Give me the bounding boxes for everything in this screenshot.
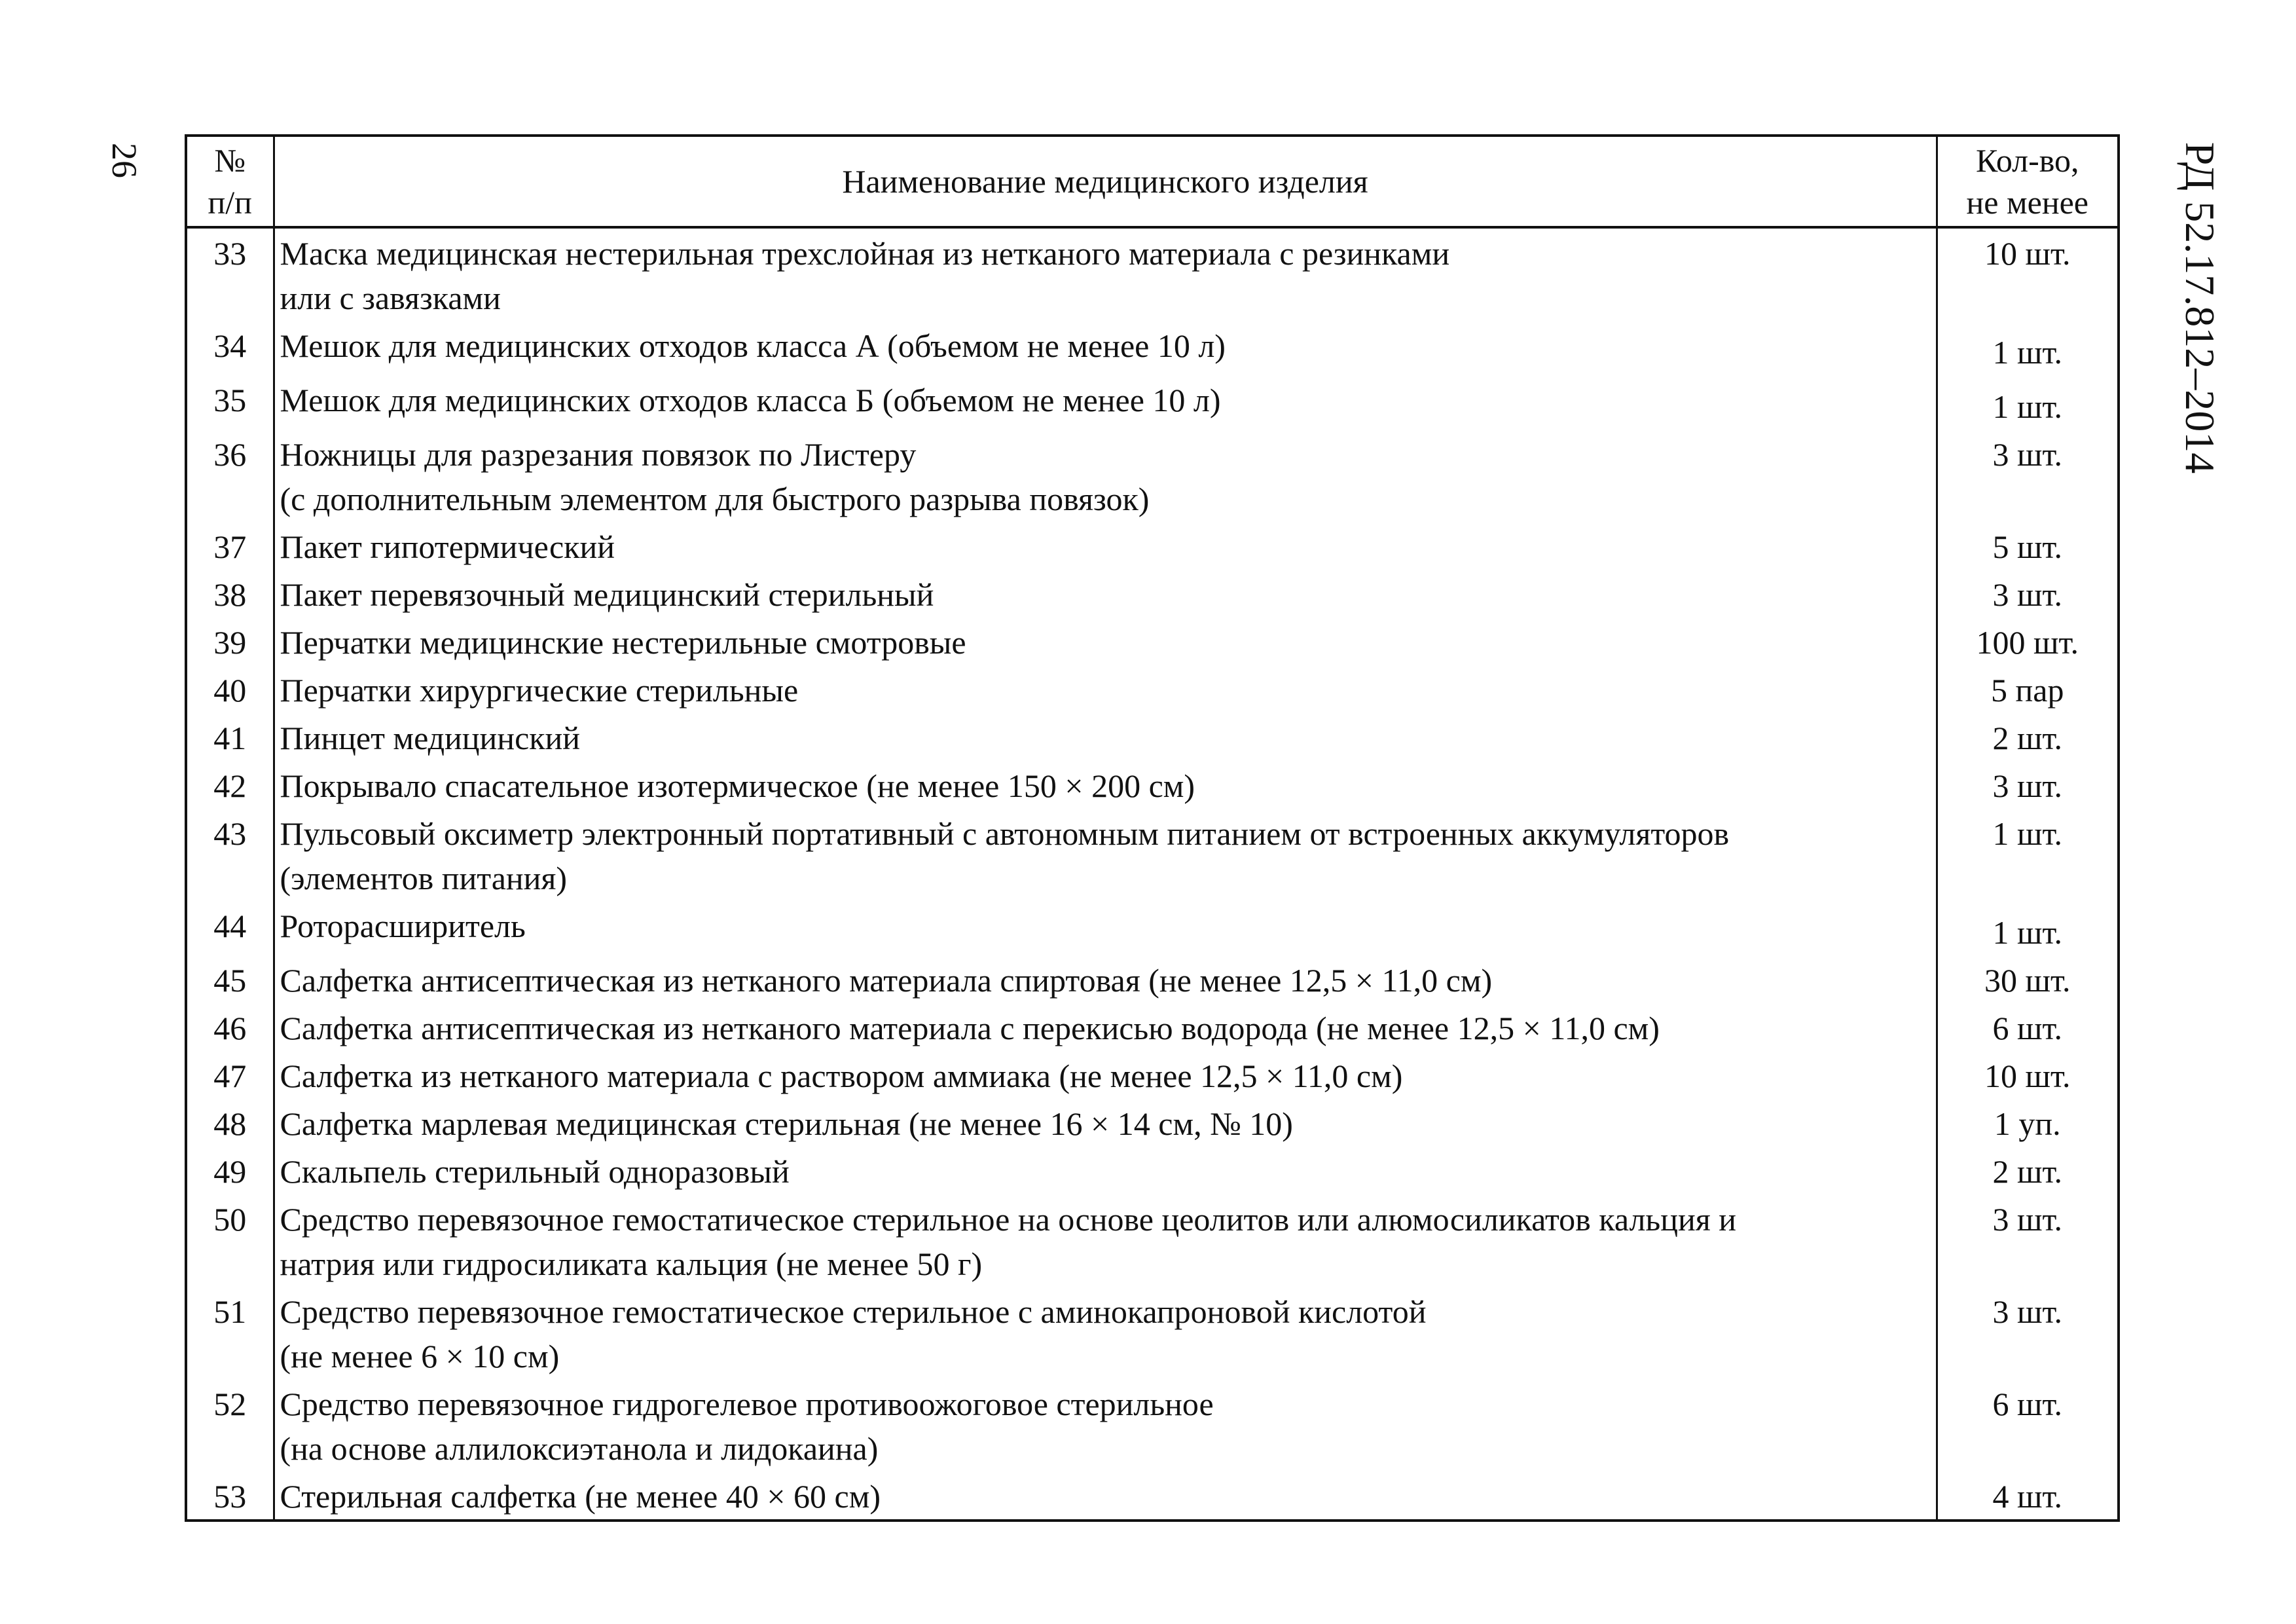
row-number: 43 bbox=[186, 809, 274, 901]
table-row bbox=[186, 1194, 2119, 1287]
row-number: 48 bbox=[186, 1099, 274, 1147]
row-item-name-line1: Маска медицинская нестерильная трехслойная из нетканого материала с резинками bbox=[280, 235, 1450, 272]
row-quantity: 30 шт. bbox=[1937, 955, 2119, 1003]
table-row bbox=[186, 761, 2119, 809]
header-number-line2: п/п bbox=[208, 184, 252, 221]
row-number: 36 bbox=[186, 430, 274, 522]
row-item-name bbox=[274, 665, 1937, 713]
header-quantity-line1: Кол-во, bbox=[1975, 142, 2079, 179]
row-item-name bbox=[274, 1147, 1937, 1194]
row-item-name-line1: Салфетка из нетканого материала с раствором аммиака (не менее 12,5 × 11,0 см) bbox=[280, 1058, 1403, 1094]
row-quantity: 3 шт. bbox=[1937, 761, 2119, 809]
row-item-name bbox=[274, 1003, 1937, 1051]
row-number: 46 bbox=[186, 1003, 274, 1051]
row-quantity: 1 уп. bbox=[1937, 1099, 2119, 1147]
row-number: 40 bbox=[186, 665, 274, 713]
row-item-name-line1: Покрывало спасательное изотермическое (не менее 150 × 200 см) bbox=[280, 767, 1195, 804]
row-quantity: 10 шт. bbox=[1937, 227, 2119, 321]
row-quantity: 1 шт. bbox=[1937, 809, 2119, 901]
table-header-row bbox=[186, 136, 2119, 227]
row-item-name-line1: Перчатки хирургические стерильные bbox=[280, 672, 799, 709]
row-quantity: 6 шт. bbox=[1937, 1003, 2119, 1051]
table-row bbox=[186, 1379, 2119, 1471]
table-row bbox=[186, 809, 2119, 901]
header-name: Наименование медицинского изделия bbox=[274, 136, 1937, 227]
row-item-name-line2: (с дополнительным элементом для быстрого разрыва повязок) bbox=[280, 481, 1150, 517]
row-number: 39 bbox=[186, 618, 274, 665]
row-quantity: 1 шт. bbox=[1937, 321, 2119, 375]
row-number: 35 bbox=[186, 375, 274, 430]
row-number: 34 bbox=[186, 321, 274, 375]
table-row bbox=[186, 1051, 2119, 1099]
row-item-name-line2: (элементов питания) bbox=[280, 860, 568, 896]
table-row bbox=[186, 713, 2119, 761]
row-quantity: 2 шт. bbox=[1937, 713, 2119, 761]
row-item-name-line1: Средство перевязочное гемостатическое стерильное на основе цеолитов или алюмосиликатов кальция и bbox=[280, 1201, 1736, 1238]
row-number: 41 bbox=[186, 713, 274, 761]
row-item-name-line1: Перчатки медицинские нестерильные смотровые bbox=[280, 624, 966, 661]
row-item-name bbox=[274, 570, 1937, 618]
page-number: 26 bbox=[105, 143, 144, 178]
row-number: 37 bbox=[186, 522, 274, 570]
header-quantity bbox=[1937, 136, 2119, 227]
row-item-name bbox=[274, 901, 1937, 955]
table-row bbox=[186, 618, 2119, 665]
row-item-name bbox=[274, 321, 1937, 375]
row-item-name bbox=[274, 761, 1937, 809]
row-item-name bbox=[274, 430, 1937, 522]
row-item-name-line1: Средство перевязочное гемостатическое стерильное с аминокапроновой кислотой bbox=[280, 1293, 1427, 1330]
row-number: 53 bbox=[186, 1471, 274, 1521]
row-item-name bbox=[274, 227, 1937, 321]
row-number: 33 bbox=[186, 227, 274, 321]
row-item-name-line1: Мешок для медицинских отходов класса Б (объемом не менее 10 л) bbox=[280, 382, 1221, 418]
row-number: 42 bbox=[186, 761, 274, 809]
row-quantity: 3 шт. bbox=[1937, 1287, 2119, 1379]
header-number-line1: № bbox=[214, 142, 246, 179]
table-row bbox=[186, 665, 2119, 713]
row-item-name-line2: натрия или гидросиликата кальция (не менее 50 г) bbox=[280, 1246, 983, 1282]
header-number bbox=[186, 136, 274, 227]
row-quantity: 5 шт. bbox=[1937, 522, 2119, 570]
table-row bbox=[186, 321, 2119, 375]
row-number: 47 bbox=[186, 1051, 274, 1099]
row-number: 49 bbox=[186, 1147, 274, 1194]
table-row bbox=[186, 1099, 2119, 1147]
row-item-name-line1: Пакет перевязочный медицинский стерильный bbox=[280, 576, 934, 613]
table-row bbox=[186, 1287, 2119, 1379]
row-item-name bbox=[274, 1379, 1937, 1471]
row-item-name-line1: Пульсовый оксиметр электронный портативный с автономным питанием от встроенных аккумуляторов bbox=[280, 815, 1730, 852]
row-item-name bbox=[274, 955, 1937, 1003]
row-quantity: 1 шт. bbox=[1937, 375, 2119, 430]
row-item-name-line1: Пакет гипотермический bbox=[280, 528, 615, 565]
row-item-name bbox=[274, 522, 1937, 570]
row-item-name-line1: Пинцет медицинский bbox=[280, 720, 581, 756]
row-quantity: 6 шт. bbox=[1937, 1379, 2119, 1471]
row-quantity: 10 шт. bbox=[1937, 1051, 2119, 1099]
row-quantity: 3 шт. bbox=[1937, 430, 2119, 522]
row-quantity: 3 шт. bbox=[1937, 570, 2119, 618]
table-row bbox=[186, 375, 2119, 430]
row-item-name bbox=[274, 713, 1937, 761]
table-body bbox=[186, 227, 2119, 1521]
row-item-name bbox=[274, 1194, 1937, 1287]
header-quantity-line2: не менее bbox=[1966, 184, 2088, 221]
row-item-name-line1: Салфетка антисептическая из нетканого материала с перекисью водорода (не менее 12,5 × 11,0 см) bbox=[280, 1010, 1660, 1046]
row-number: 38 bbox=[186, 570, 274, 618]
medical-items-table bbox=[185, 134, 2120, 1522]
row-item-name bbox=[274, 618, 1937, 665]
row-number: 52 bbox=[186, 1379, 274, 1471]
table-row bbox=[186, 1147, 2119, 1194]
table-row bbox=[186, 570, 2119, 618]
table-row bbox=[186, 1003, 2119, 1051]
row-item-name-line2: или с завязками bbox=[280, 280, 501, 316]
row-item-name-line2: (не менее 6 × 10 см) bbox=[280, 1338, 560, 1375]
row-item-name bbox=[274, 1051, 1937, 1099]
row-quantity: 2 шт. bbox=[1937, 1147, 2119, 1194]
row-item-name-line1: Мешок для медицинских отходов класса А (объемом не менее 10 л) bbox=[280, 327, 1226, 364]
table-row bbox=[186, 430, 2119, 522]
row-item-name bbox=[274, 1287, 1937, 1379]
row-item-name bbox=[274, 375, 1937, 430]
row-number: 45 bbox=[186, 955, 274, 1003]
table-row bbox=[186, 901, 2119, 955]
row-quantity: 3 шт. bbox=[1937, 1194, 2119, 1287]
row-item-name bbox=[274, 1099, 1937, 1147]
document-code: РД 52.17.812–2014 bbox=[2177, 141, 2223, 474]
row-number: 51 bbox=[186, 1287, 274, 1379]
row-item-name-line1: Скальпель стерильный одноразовый bbox=[280, 1153, 790, 1190]
row-item-name-line1: Стерильная салфетка (не менее 40 × 60 см) bbox=[280, 1478, 881, 1515]
row-item-name-line1: Салфетка антисептическая из нетканого материала спиртовая (не менее 12,5 × 11,0 см) bbox=[280, 962, 1493, 999]
table-row bbox=[186, 955, 2119, 1003]
row-item-name-line2: (на основе аллилоксиэтанола и лидокаина) bbox=[280, 1430, 879, 1467]
table-row bbox=[186, 522, 2119, 570]
row-quantity: 4 шт. bbox=[1937, 1471, 2119, 1521]
row-item-name-line1: Салфетка марлевая медицинская стерильная (не менее 16 × 14 см, № 10) bbox=[280, 1105, 1293, 1142]
row-item-name-line1: Роторасширитель bbox=[280, 908, 526, 944]
row-number: 44 bbox=[186, 901, 274, 955]
row-item-name bbox=[274, 1471, 1937, 1521]
row-item-name bbox=[274, 809, 1937, 901]
row-quantity: 100 шт. bbox=[1937, 618, 2119, 665]
row-quantity: 1 шт. bbox=[1937, 901, 2119, 955]
row-quantity: 5 пар bbox=[1937, 665, 2119, 713]
table-row bbox=[186, 227, 2119, 321]
row-number: 50 bbox=[186, 1194, 274, 1287]
row-item-name-line1: Средство перевязочное гидрогелевое противоожоговое стерильное bbox=[280, 1386, 1214, 1422]
table-row bbox=[186, 1471, 2119, 1521]
row-item-name-line1: Ножницы для разрезания повязок по Листеру bbox=[280, 436, 917, 473]
